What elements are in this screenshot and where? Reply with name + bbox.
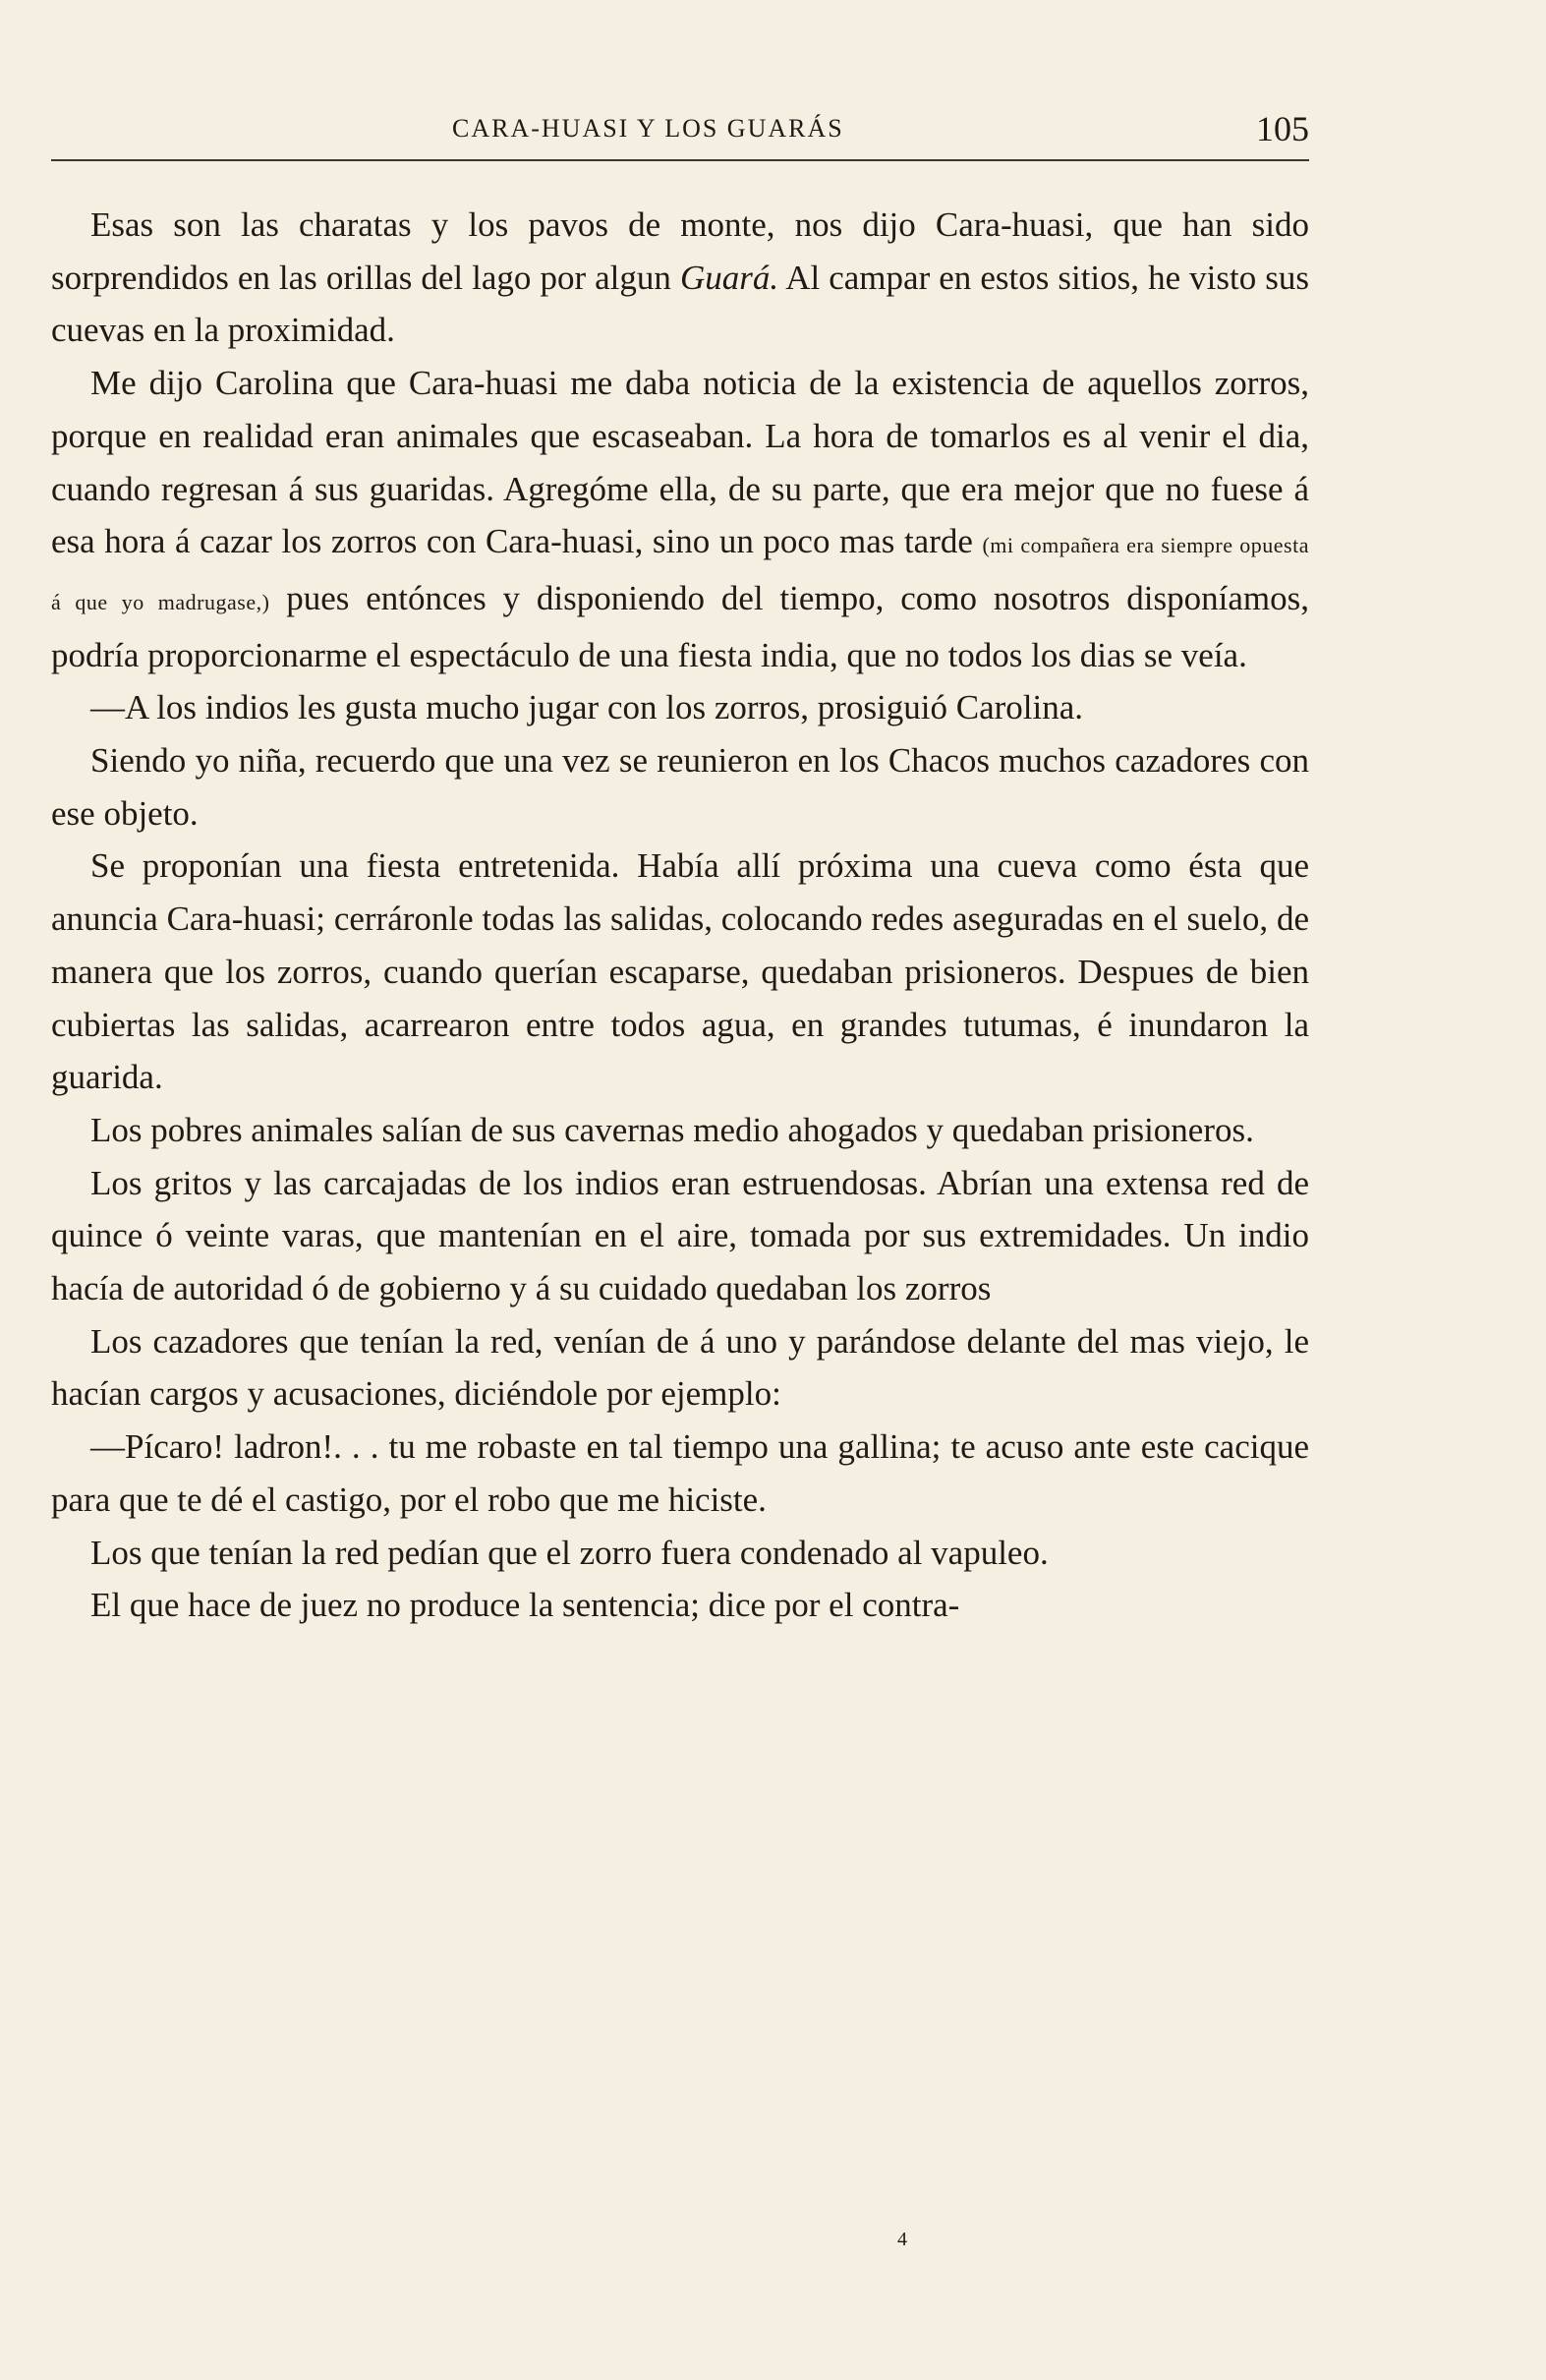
paragraph-3: —A los indios les gusta mucho jugar con los zorros, prosiguió Carolina. [90,688,1084,727]
paragraph-10: Los que tenían la red pedían que el zorro fuera condenado al vapuleo. [90,1533,1049,1572]
paragraph-1-text-end: Al campar en estos sitios, he visto sus cuevas en la proximidad. [51,258,1309,350]
paragraph-5: Se proponían una fiesta entretenida. Había allí próxima una cueva como ésta que anuncia Cara-huasi; cerráronle todas las salidas, colocando redes aseguradas en el suelo, de manera que los zorros, cuando querían escaparse, quedaban prisioneros. Despues de bien cubiertas las salidas, acarrearon entre todos agua, en grandes tutumas, é inundaron la guarida. [51,846,1309,1097]
paragraph-8: Los cazadores que tenían la red, venían de á uno y parándose delante del mas viejo, le hacían cargos y acusaciones, diciéndole por ejemplo: [51,1321,1309,1414]
paragraph-1 [51,199,1309,357]
paragraph-11: El que hace de juez no produce la sentencia; dice por el contra- [90,1586,960,1625]
paragraph-6: Los pobres animales salían de sus cavernas medio ahogados y quedaban prisioneros. [90,1110,1254,1149]
body-text [51,199,1309,1632]
paragraph-7: Los gritos y las carcajadas de los indios eran estruendosas. Abrían una extensa red de quince ó veinte varas, que mantenían en el aire, tomada por sus extremidades. Un indio hacía de autoridad ó de gobierno y á su cuidado quedaban los zorros [51,1163,1309,1308]
paragraph-1-text: Esas son las charatas y los pavos de monte, nos dijo Cara-huasi, que han sido sorprendidos en las orillas del lago por algun [51,205,1309,297]
paragraph-2 [51,357,1309,681]
page-header [51,108,1309,161]
page-number: 105 [1256,109,1309,148]
italic-word-guara: Guará. [679,258,779,297]
paragraph-9: —Pícaro! ladron!. . . tu me robaste en tal tiempo una gallina; te acuso ante este cacique para que te dé el castigo, por el robo que me hiciste. [51,1427,1309,1519]
parenthetical-aside: (mi compañera era siempre opuesta á que yo madrugase,) [51,533,1309,614]
running-head: CARA-HUASI Y LOS GUARÁS [452,114,844,143]
paragraph-4: Siendo yo niña, recuerdo que una vez se reunieron en los Chacos muchos cazadores con ese objeto. [51,741,1309,833]
paragraph-2-text: Me dijo Carolina que Cara-huasi me daba noticia de la existencia de aquellos zorros, porque en realidad eran animales que escaseaban. La hora de tomarlos es al venir el dia, cuando regresan á sus guaridas. Agregóme ella, de su parte, que era mejor que no fuese á esa hora á cazar los zorros con Cara-huasi, sino un poco mas tarde [51,364,1309,561]
signature-mark: 4 [897,2229,907,2250]
paragraph-2-text-end: pues entónces y disponiendo del tiempo, como nosotros disponíamos, podría proporcionarme el espectáculo de una fiesta india, que no todos los dias se veía. [51,578,1309,674]
